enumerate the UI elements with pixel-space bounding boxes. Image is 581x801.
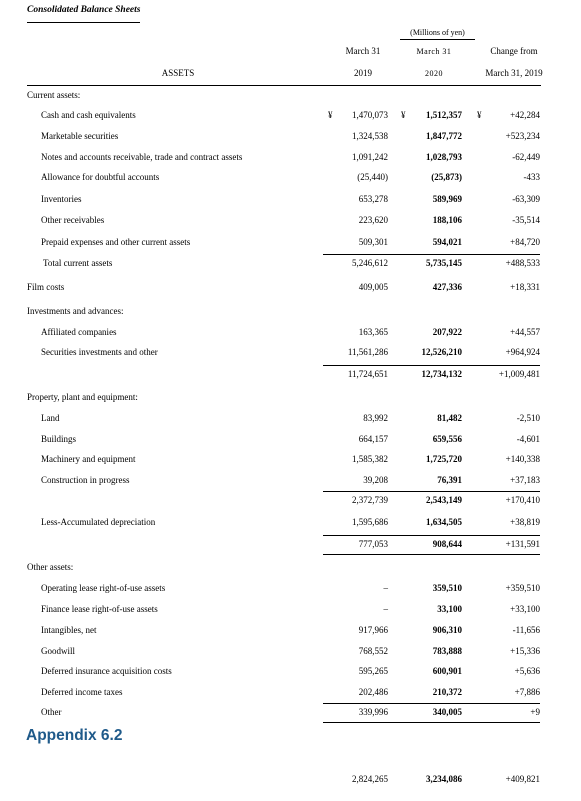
value-2019: 1,595,686	[352, 517, 388, 527]
col2-header-line1: March 31	[416, 47, 452, 56]
row-label: Deferred insurance acquisition costs	[41, 666, 172, 676]
value-2019: 917,966	[358, 625, 388, 635]
col1-header-line2: 2019	[354, 68, 372, 78]
value-2020: 908,644	[432, 539, 462, 549]
units-underline	[400, 39, 475, 40]
row-label: Goodwill	[41, 646, 76, 656]
row-label: Other assets:	[27, 562, 74, 572]
row-label: Less-Accumulated depreciation	[41, 517, 156, 527]
value-2020: 427,336	[432, 282, 462, 292]
value-2020: 589,969	[432, 194, 462, 204]
row-label: Intangibles, net	[41, 625, 97, 635]
value-2020: 1,847,772	[426, 131, 462, 141]
value-2019: 595,265	[358, 666, 388, 676]
value-2019: 409,005	[358, 282, 388, 292]
value-change: +42,284	[510, 110, 540, 120]
value-change: +170,410	[505, 495, 540, 505]
value-2020: 659,556	[432, 434, 462, 444]
row-label: Allowance for doubtful accounts	[41, 172, 160, 182]
subtotal-rule	[323, 554, 540, 555]
assets-header: ASSETS	[161, 68, 195, 78]
value-change: +33,100	[510, 604, 540, 614]
row-label: Other	[41, 707, 62, 717]
value-change: -2,510	[516, 413, 540, 423]
subtotal-rule	[323, 365, 540, 366]
value-2019: 202,486	[358, 687, 388, 697]
value-change: -11,656	[512, 625, 540, 635]
value-2020: 5,735,145	[426, 258, 462, 268]
value-2020: 594,021	[432, 237, 462, 247]
value-change: -35,514	[512, 215, 540, 225]
value-2019: 1,470,073	[352, 110, 388, 120]
row-label: Current assets:	[27, 90, 81, 100]
value-2020: 1,725,720	[426, 454, 462, 464]
row-label: Land	[41, 413, 60, 423]
value-2020: 76,391	[437, 475, 462, 485]
value-change: +84,720	[510, 237, 540, 247]
value-2019: 777,053	[358, 539, 388, 549]
value-change: -62,449	[512, 152, 540, 162]
value-2020: 33,100	[437, 604, 462, 614]
row-label: Investments and advances:	[27, 306, 124, 316]
value-change: +964,924	[505, 347, 540, 357]
value-2019: 339,996	[358, 707, 388, 717]
value-2019: 163,365	[358, 327, 388, 337]
value-2020: 207,922	[432, 327, 462, 337]
header-rule	[27, 85, 541, 86]
value-change: -63,309	[512, 194, 540, 204]
value-change: +140,338	[505, 454, 540, 464]
value-change: +523,234	[505, 131, 540, 141]
title-underline	[27, 22, 140, 23]
value-change: +1,009,481	[498, 369, 540, 379]
value-2020: (25,873)	[431, 172, 462, 182]
value-2019: –	[383, 583, 388, 593]
appendix-heading: Appendix 6.2	[26, 727, 123, 744]
row-label: Inventories	[41, 194, 82, 204]
value-2020: 600,901	[432, 666, 462, 676]
value-2019: 11,724,651	[347, 369, 388, 379]
row-label: Affiliated companies	[41, 327, 117, 337]
value-2020: 12,526,210	[421, 347, 462, 357]
row-label: Cash and cash equivalents	[41, 110, 136, 120]
value-2019: 11,561,286	[347, 347, 388, 357]
subtotal-rule	[323, 703, 540, 704]
value-2019: 39,208	[363, 475, 388, 485]
row-label: Other receivables	[41, 215, 105, 225]
row-label: Notes and accounts receivable, trade and contract assets	[41, 152, 243, 162]
col3-header-line2: March 31, 2019	[485, 68, 543, 78]
value-2019: 1,585,382	[352, 454, 388, 464]
value-2020: 783,888	[432, 646, 462, 656]
row-label: Prepaid expenses and other current assets	[41, 237, 191, 247]
value-change: +18,331	[510, 282, 540, 292]
value-2020: 81,482	[437, 413, 462, 423]
subtotal-rule	[323, 254, 540, 255]
row-label: Operating lease right-of-use assets	[41, 583, 166, 593]
value-2020: 359,510	[432, 583, 462, 593]
value-change: +488,533	[505, 258, 540, 268]
value-2020: 188,106	[432, 215, 462, 225]
value-2019: (25,440)	[357, 172, 388, 182]
col1-header-line1: March 31	[345, 46, 381, 56]
row-label: Total current assets	[43, 258, 113, 268]
col2-header-line2: 2020	[425, 69, 443, 78]
value-change: +409,821	[505, 774, 540, 784]
value-2019: 509,301	[358, 237, 388, 247]
row-label: Buildings	[41, 434, 77, 444]
row-label: Machinery and equipment	[41, 454, 136, 464]
page-title: Consolidated Balance Sheets	[27, 5, 141, 15]
value-2019: 1,091,242	[352, 152, 388, 162]
value-change: -433	[523, 172, 540, 182]
col3-header-line1: Change from	[490, 46, 538, 56]
value-change: +9	[530, 707, 540, 717]
yen-symbol: ¥	[477, 110, 482, 120]
value-2019: 83,992	[363, 413, 388, 423]
yen-symbol: ¥	[401, 110, 406, 120]
subtotal-rule	[323, 491, 540, 492]
row-label: Property, plant and equipment:	[27, 392, 138, 402]
value-change: +131,591	[505, 539, 540, 549]
units-label: (Millions of yen)	[410, 28, 465, 37]
row-label: Deferred income taxes	[41, 687, 123, 697]
yen-symbol: ¥	[328, 110, 333, 120]
row-label: Marketable securities	[41, 131, 119, 141]
value-change: +359,510	[505, 583, 540, 593]
value-2019: 2,372,739	[352, 495, 388, 505]
value-2019: 1,324,538	[352, 131, 388, 141]
row-label: Securities investments and other	[41, 347, 158, 357]
subtotal-rule	[323, 535, 540, 536]
value-2020: 906,310	[432, 625, 462, 635]
value-change: +37,183	[510, 475, 540, 485]
value-change: -4,601	[516, 434, 540, 444]
subtotal-rule	[323, 722, 540, 723]
value-2020: 340,005	[432, 707, 462, 717]
value-change: +5,636	[514, 666, 540, 676]
value-2020: 1,512,357	[426, 110, 462, 120]
value-2019: 2,824,265	[352, 774, 388, 784]
value-2020: 12,734,132	[421, 369, 462, 379]
value-change: +15,336	[510, 646, 540, 656]
value-2019: 664,157	[358, 434, 388, 444]
row-label: Finance lease right-of-use assets	[41, 604, 158, 614]
value-2019: 5,246,612	[352, 258, 388, 268]
value-2019: 653,278	[358, 194, 388, 204]
value-change: +38,819	[510, 517, 540, 527]
value-2019: –	[383, 604, 388, 614]
value-2020: 1,028,793	[426, 152, 462, 162]
value-2019: 768,552	[358, 646, 388, 656]
value-2020: 1,634,505	[426, 517, 462, 527]
row-label: Film costs	[27, 282, 65, 292]
value-change: +44,557	[510, 327, 540, 337]
value-2020: 2,543,149	[426, 495, 462, 505]
value-2020: 3,234,086	[426, 774, 462, 784]
value-2019: 223,620	[358, 215, 388, 225]
value-change: +7,886	[514, 687, 540, 697]
value-2020: 210,372	[432, 687, 462, 697]
row-label: Construction in progress	[41, 475, 130, 485]
